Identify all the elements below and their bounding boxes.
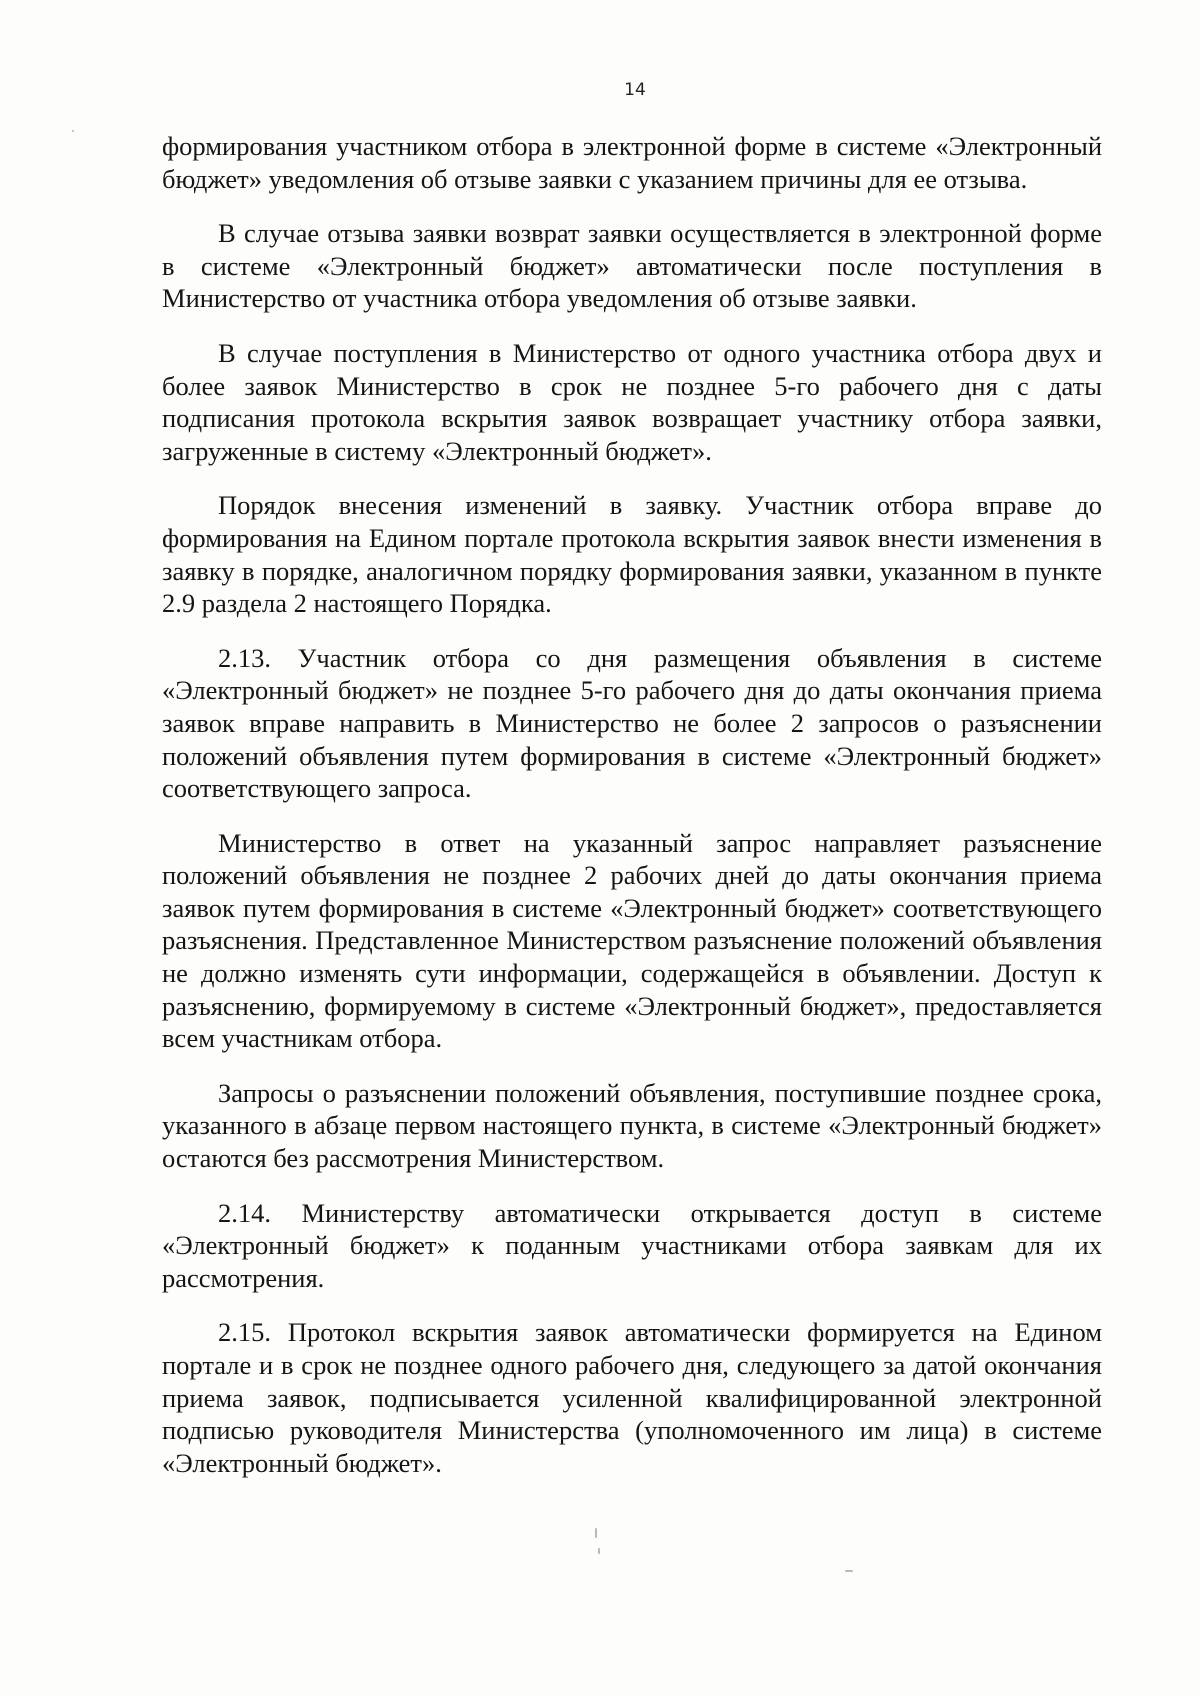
paragraph-clause-2-15: 2.15. Протокол вскрытия заявок автоматически формируется на Едином портале и в срок не позднее одного рабочего дня, следующего за датой окончания приема заявок, подписывается усиленной квалифицированной электронной подписью руководителя Министерства (уполномоченного им лица) в системе «Электронный бюджет». [162,1317,1102,1478]
paragraph-multiple-applications: В случае поступления в Министерство от одного участника отбора двух и более заявок Министерство в срок не позднее 5-го рабочего дня с даты подписания протокола вскрытия заявок возвращает участнику отбора заявки, загруженные в систему «Электронный бюджет». [162,337,1102,466]
scan-artifact [595,1528,597,1538]
scan-artifact [598,1548,600,1554]
paragraph-application-changes: Порядок внесения изменений в заявку. Участник отбора вправе до формирования на Едином портале протокола вскрытия заявок внести изменения в заявку в порядке, аналогичном порядку формирования заявки, указанном в пункте 2.9 раздела 2 настоящего Порядка. [162,490,1102,619]
paragraph-clause-2-14: 2.14. Министерству автоматически открывается доступ в системе «Электронный бюджет» к поданным участниками отбора заявкам для их рассмотрения. [162,1197,1102,1293]
scan-artifact [845,1570,853,1572]
paragraph-ministry-response: Министерство в ответ на указанный запрос направляет разъяснение положений объявления не позднее 2 рабочих дней до даты окончания приема заявок путем формирования в системе «Электронный бюджет» соответствующего разъяснения. Представленное Министерством разъяснение положений объявления не должно изменять сути информации, содержащейся в объявлении. Доступ к разъяснению, формируемому в системе «Электронный бюджет», предоставляется всем участникам отбора. [162,827,1102,1054]
document-body [162,130,1102,1501]
paragraph-application-withdrawal: В случае отзыва заявки возврат заявки осуществляется в электронной форме в системе «Электронный бюджет» автоматически после поступления в Министерство от участника отбора уведомления об отзыве заявки. [162,218,1102,314]
paragraph-late-requests: Запросы о разъяснении положений объявления, поступившие позднее срока, указанного в абзаце первом настоящего пункта, в системе «Электронный бюджет» остаются без рассмотрения Министерством. [162,1077,1102,1174]
paragraph-continuation: формирования участником отбора в электронной форме в системе «Электронный бюджет» уведомления об отзыве заявки с указанием причины для ее отзыва. [162,131,1102,194]
scan-artifact [72,130,74,132]
page-number: 14 [624,80,646,100]
paragraph-clause-2-13: 2.13. Участник отбора со дня размещения объявления в системе «Электронный бюджет» не позднее 5-го рабочего дня до даты окончания приема заявок вправе направить в Министерство не более 2 запросов о разъяснении положений объявления путем формирования в системе «Электронный бюджет» соответствующего запроса. [162,642,1102,804]
